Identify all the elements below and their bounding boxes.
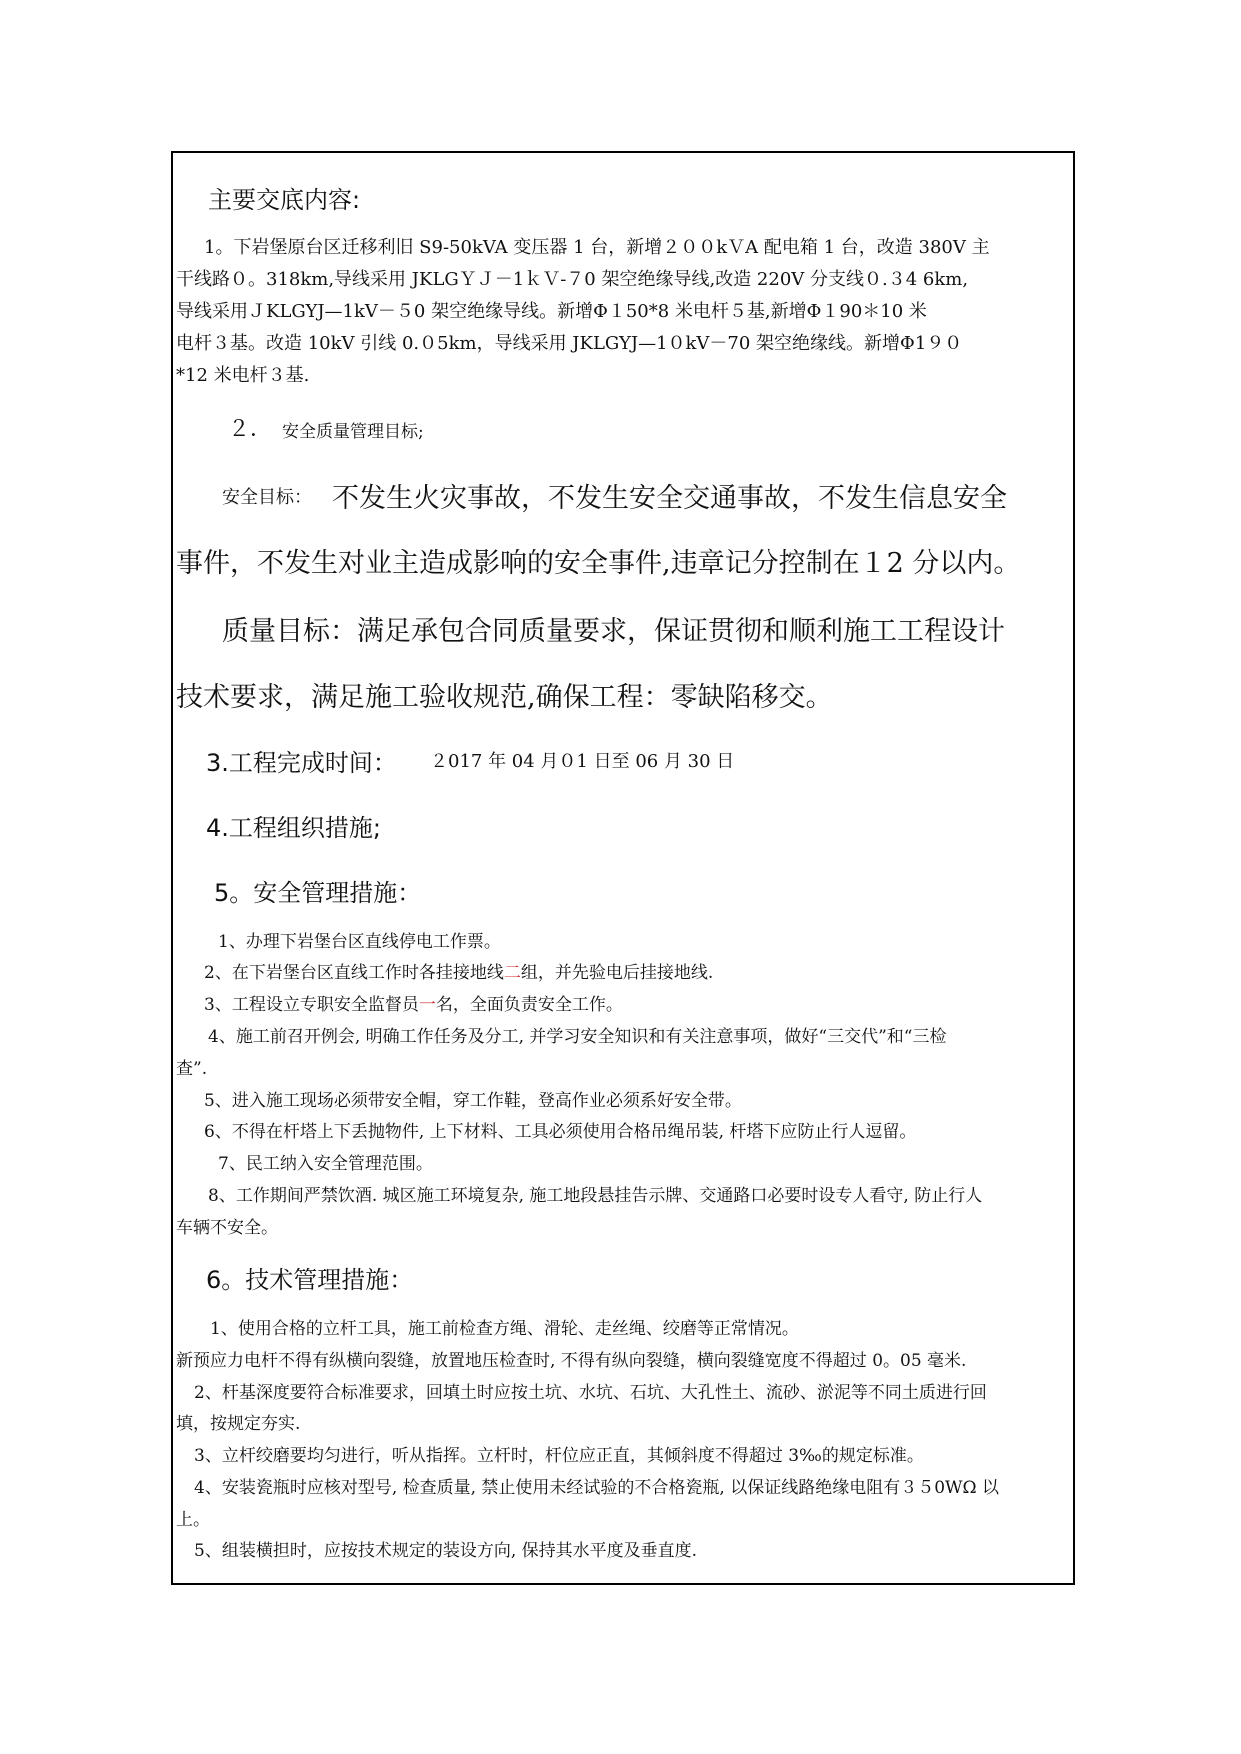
tech-measure-4-line1: 4、安装瓷瓶时应核对型号, 检查质量, 禁止使用未经试验的不合格瓷瓶, 以保证线路绝缘电阻有３５0WΩ 以 (194, 1478, 1000, 1498)
item3-label: 3.工程完成时间： (206, 749, 397, 777)
tech-measure-1: 1、使用合格的立杆工具，施工前检查方绳、滑轮、走丝绳、绞磨等正常情况。 (210, 1319, 799, 1339)
item1-line3: 导线采用ＪKLGYJ—1kV－５0 架空绝缘导线。新增Φ１50*8 米电杆５基,新增Φ１90＊10 米 (176, 301, 927, 322)
safety-measure-5: 5、进入施工现场必须带安全帽，穿工作鞋，登高作业必须系好安全带。 (204, 1091, 742, 1111)
safety-line1: 不发生火灾事故，不发生安全交通事故，不发生信息安全 (332, 483, 1007, 514)
item1-line1: 1。下岩堡原台区迁移利旧 S9-50kVA 变压器 1 台，新增２００kＶA 配电箱 1 台，改造 380V 主 (204, 237, 990, 258)
quality-line2: 技术要求，满足施工验收规范,确保工程：零缺陷移交。 (176, 682, 833, 713)
tech-measure-2-line1: 2、杆基深度要符合标准要求，回填土时应按土坑、水坑、石坑、大孔性土、流砂、淤泥等不同土质进行回 (194, 1383, 987, 1403)
tech-measure-4-line2: 上。 (176, 1510, 210, 1530)
item1-line2: 干线路０。318km,导线采用 JKLGＹＪ－1ｋＶ-７0 架空绝缘导线,改造 220V 分支线０.３4 6km, (176, 269, 969, 290)
item1-line4: 电杆３基。改造 10kV 引线 0.０5km，导线采用 JKLGYJ—1０kV－70 架空绝缘线。新增Φ1９０ (176, 333, 963, 354)
safety-measure-6: 6、不得在杆塔上下丢抛物件, 上下材料、工具必须使用合格吊绳吊装, 杆塔下应防止行人逗留。 (204, 1122, 917, 1142)
item1-line5: *12 米电杆３基. (176, 365, 310, 386)
safety-measure-8-line2: 车辆不安全。 (176, 1218, 278, 1238)
item2-number: ２． (228, 417, 273, 442)
item5-heading: 5。安全管理措施： (214, 879, 422, 907)
item2-heading: 安全质量管理目标; (282, 422, 424, 442)
safety-measure-8-line1: 8、工作期间严禁饮酒. 城区施工环境复杂, 施工地段悬挂告示牌、交通路口必要时设专人看守, 防止行人 (208, 1186, 983, 1206)
item4-heading: 4.工程组织措施; (206, 814, 381, 842)
safety-measure-4-line1: 4、施工前召开例会, 明确工作任务及分工, 并学习安全知识和有关注意事项，做好“三交代”和“三检 (208, 1027, 947, 1047)
safety-line2: 事件，不发生对业主造成影响的安全事件,违章记分控制在１2 分以内。 (176, 548, 1021, 579)
tech-measure-1b: 新预应力电杆不得有纵横向裂缝，放置地压检查时, 不得有纵向裂缝，横向裂缝宽度不得超过 0。05 毫米. (176, 1351, 967, 1371)
tech-measure-5: 5、组装横担时，应按技术规定的装设方向, 保持其水平度及垂直度. (194, 1541, 698, 1561)
safety-measure-3: 3、工程设立专职安全监督员一名，全面负责安全工作。 (204, 995, 623, 1015)
item3-value: ２017 年 04 月０1 日至 06 月 30 日 (430, 751, 735, 772)
section-heading: 主要交底内容: (208, 186, 361, 214)
tech-measure-3: 3、立杆绞磨要均匀进行，听从指挥。立杆时，杆位应正直，其倾斜度不得超过 3‰的规定标准。 (194, 1446, 924, 1466)
safety-measure-1: 1、办理下岩堡台区直线停电工作票。 (218, 932, 501, 952)
tech-measure-2-line2: 填，按规定夯实. (176, 1414, 301, 1434)
safety-measure-2: 2、在下岩堡台区直线工作时各挂接地线二组，并先验电后挂接地线. (204, 963, 714, 983)
safety-label: 安全目标： (222, 487, 312, 508)
quality-line1: 质量目标：满足承包合同质量要求，保证贯彻和顺利施工工程设计 (222, 616, 1005, 647)
safety-measure-7: 7、民工纳入安全管理范围。 (218, 1154, 433, 1174)
item6-heading: 6。技术管理措施： (206, 1266, 414, 1294)
safety-measure-4-line2: 查”. (176, 1059, 208, 1079)
